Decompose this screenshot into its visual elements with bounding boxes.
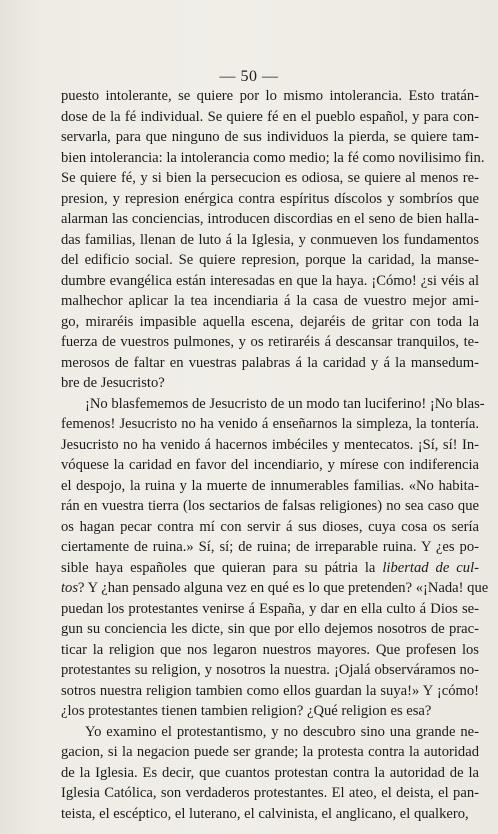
text-line: os hagan pecar contra mí con servir á sus dioses, cuya cosa os sería [61, 518, 479, 535]
italic-phrase: tos [61, 580, 79, 596]
text-line: de la Iglesia. Es decir, que cuantos protestan contra la autoridad de la [61, 764, 479, 781]
text-line: presion, y represion enérgica contra espíritus díscolos y sombríos que [61, 190, 479, 207]
text-line: bre de Jesucristo? [61, 375, 165, 391]
text-line: el despojo, la ruina y la muerte de innumerables familias. «No habita- [61, 477, 479, 494]
text-line: sotros nuestra religion tambien como ellos guardan la suya!» Y ¡cómo! [61, 682, 479, 699]
text-line: rán en vuestra tierra (los sectarios de falsas religiones) no sea caso que [61, 498, 479, 514]
text-line: das familias, llenan de luto á la Iglesia, y conmueven los fundamentos [61, 231, 479, 248]
text-line: dumbre evangélica están interesadas en que la haya. ¡Cómo! ¿si véis al [61, 272, 479, 289]
text-line: fuerza de vuestros pulmones, y os retiraréis á descansar tranquilos, te- [61, 334, 479, 350]
text-line: vóquese la caridad en favor del incendiario, y mírese con indiferencia [61, 457, 479, 473]
text-line: gun su conciencia les dicte, sin que por ello dejemos nosotros de prac- [61, 621, 479, 637]
text-line: gacion, si la negacion puede ser grande; la protesta contra la autoridad [61, 744, 479, 760]
text-line: tos? Y ¿han pensado alguna vez en qué es lo que pretenden? «¡Nada! que [61, 580, 489, 596]
text-line: Se quiere fé, y si bien la persecucion es odiosa, se quiere al menos re- [61, 170, 479, 186]
text-line: Iglesia Católica, son verdaderos protestantes. El ateo, el deista, el pan- [61, 785, 479, 801]
text-line: ¡No blasfememos de Jesucristo de un modo tan luciferino! ¡No blas- [85, 395, 485, 412]
text-line: ¿los protestantes tienen tambien religion? ¿Qué religion es esa? [61, 703, 432, 719]
text-line: malhechor aplicar la tea incendiaria á la casa de vuestro mejor ami- [61, 293, 479, 309]
text-line: Jesucristo no ha venido á hacernos imbéciles y mentecatos. ¡Sí, sí! In- [61, 436, 479, 453]
text-line: puedan los protestantes venirse á España, y dar en ella culto á Dios se- [61, 600, 479, 617]
page-number: — 50 — [219, 68, 279, 85]
text-line: del edificio social. Se quiere represion, porque la caridad, la manse- [61, 252, 479, 268]
text-line: sible haya españoles que quieran para su pátria la libertad de cul- [61, 559, 479, 576]
text-line: alarman las conciencias, introducen discordias en el seno de bien halla- [61, 211, 479, 227]
text-line: Yo examino el protestantismo, y no descubro sino una grande ne- [85, 723, 479, 740]
text-line: teista, el escéptico, el luterano, el calvinista, el anglicano, el qualkero, [61, 805, 469, 822]
text-line: puesto intolerante, se quiere por lo mismo intolerancia. Esto tratán- [61, 88, 479, 104]
text-line: dose de la fé individual. Se quiere fé en el pueblo español, y para con- [61, 108, 479, 125]
text-line: servarla, para que ninguno de sus individuos la pierda, se quiere tam- [61, 129, 479, 145]
text-line: go, miraréis impasible aquella escena, dejaréis de gritar con toda la [61, 313, 479, 330]
text-line: ciertamente de ruina.» Sí, sí; de ruina; de irreparable ruina. Y ¿es po- [61, 539, 479, 555]
text-line: merosos de faltar en vuestras palabras á la caridad y á la mansedum- [61, 354, 479, 371]
text-line: protestantes su religion, y nosotros la nuestra. ¡Ojalá observáramos no- [61, 662, 479, 678]
text-line: bien intolerancia: la intolerancia como medio; la fé como novilisimo fin. [61, 149, 485, 166]
body-text [61, 86, 489, 824]
text-line: femenos! Jesucristo no ha venido á enseñarnos la simpleza, la tontería. [61, 416, 479, 432]
text-line: ticar la religion que nos legaron nuestros mayores. Que profesen los [61, 641, 479, 658]
italic-phrase: libertad de cul- [382, 559, 479, 576]
